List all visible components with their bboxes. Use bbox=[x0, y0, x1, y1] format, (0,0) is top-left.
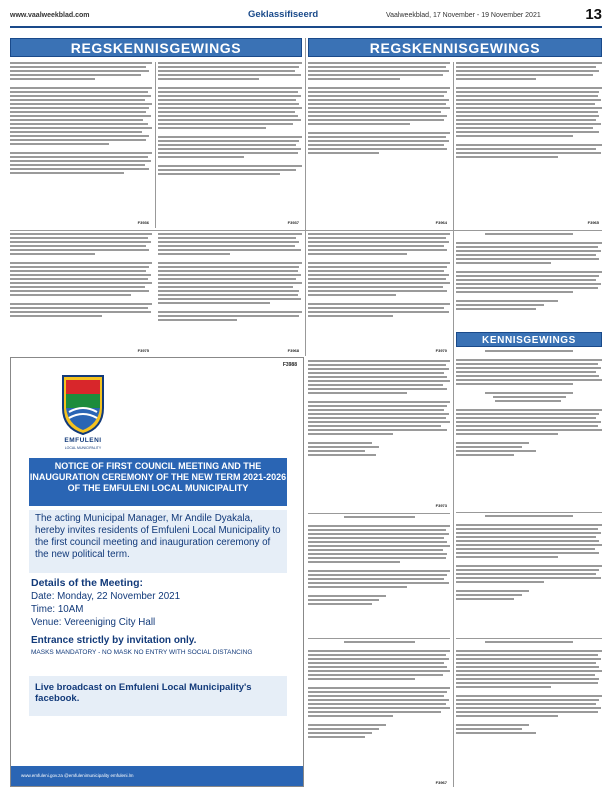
entrance-note: Entrance strictly by invitation only. bbox=[31, 635, 197, 646]
emfuleni-advert bbox=[10, 357, 304, 787]
notice-ref: F3937 bbox=[287, 220, 299, 225]
notice-ref: F3968 bbox=[287, 348, 299, 353]
notice-text bbox=[308, 233, 450, 317]
issue-date: Vaalweekblad, 17 November - 19 November 2021 bbox=[386, 12, 541, 19]
notice-block-8 bbox=[456, 233, 602, 333]
row-divider bbox=[10, 230, 602, 231]
notice-ref: F3964 bbox=[435, 220, 447, 225]
masks-note: MASKS MANDATORY - NO MASK NO ENTRY WITH SOCIAL DISTANCING bbox=[31, 649, 253, 656]
advert-footer[interactable]: www.emfuleni.gov.za @emfulenimunicipality emfuleni.lm bbox=[11, 766, 303, 786]
logo-subtitle: LOCAL MUNICIPALITY bbox=[64, 446, 102, 450]
notice-block-5 bbox=[10, 233, 152, 355]
notice-block-1 bbox=[10, 62, 152, 227]
notice-text bbox=[10, 62, 152, 174]
column-divider bbox=[453, 62, 454, 787]
column-divider bbox=[155, 62, 156, 228]
notice-text bbox=[10, 233, 152, 317]
site-url[interactable]: www.vaalweekblad.com bbox=[10, 12, 90, 19]
notice-block-9 bbox=[308, 360, 450, 510]
meeting-time: Time: 10AM bbox=[31, 604, 84, 615]
notice-text bbox=[456, 350, 602, 456]
notice-text bbox=[456, 233, 602, 310]
notice-block-7 bbox=[308, 233, 450, 355]
notice-block-14 bbox=[456, 641, 602, 787]
notice-block-6 bbox=[158, 233, 302, 355]
notice-text bbox=[308, 62, 450, 154]
notice-ref: F3967 bbox=[435, 780, 447, 785]
meeting-date: Date: Monday, 22 November 2021 bbox=[31, 591, 181, 602]
notice-ref: F3973 bbox=[435, 503, 447, 508]
advert-intro: The acting Municipal Manager, Mr Andile Dyakala, hereby invites residents of Emfuleni Local Municipality to the first council meeting and inauguration ceremony of the new political term. bbox=[29, 510, 287, 573]
notice-block-13 bbox=[456, 515, 602, 635]
row-divider bbox=[308, 513, 450, 514]
banner-right: REGSKENNISGEWINGS bbox=[308, 38, 602, 57]
notice-text bbox=[308, 641, 450, 738]
notice-ref: F3965 bbox=[587, 220, 599, 225]
notice-text bbox=[456, 62, 602, 158]
notice-text bbox=[158, 233, 302, 321]
column-divider bbox=[305, 38, 306, 356]
advert-heading: NOTICE OF FIRST COUNCIL MEETING AND THE INAUGURATION CEREMONY OF THE NEW TERM 2021-2026 OF THE EMFULENI LOCAL MUNICIPALITY bbox=[29, 458, 287, 506]
advert-ref: F3988 bbox=[282, 362, 297, 368]
notice-text bbox=[308, 516, 450, 605]
notice-block-4 bbox=[456, 62, 602, 227]
notice-ref: F3970 bbox=[435, 348, 447, 353]
page-header bbox=[10, 6, 602, 28]
banner-small: KENNISGEWINGS bbox=[456, 332, 602, 347]
section-title: Geklassifiseerd bbox=[248, 9, 319, 20]
notice-text bbox=[456, 515, 602, 600]
meeting-venue: Venue: Vereeniging City Hall bbox=[31, 617, 156, 628]
notice-block-11 bbox=[308, 641, 450, 787]
row-divider bbox=[308, 638, 450, 639]
emfuleni-logo-icon bbox=[53, 368, 113, 438]
banner-left: REGSKENNISGEWINGS bbox=[10, 38, 302, 57]
live-broadcast-note: Live broadcast on Emfuleni Local Municipality's facebook. bbox=[29, 676, 287, 716]
notice-block-2 bbox=[158, 62, 302, 227]
notice-block-12 bbox=[456, 350, 602, 510]
notice-text bbox=[308, 360, 450, 456]
notice-block-10 bbox=[308, 516, 450, 636]
notice-ref: F3936 bbox=[137, 220, 149, 225]
details-title: Details of the Meeting: bbox=[31, 577, 144, 589]
notice-text bbox=[158, 62, 302, 175]
row-divider bbox=[456, 638, 602, 639]
notice-ref: F3975 bbox=[137, 348, 149, 353]
notice-text bbox=[456, 641, 602, 734]
logo-name: EMFULENI bbox=[64, 437, 102, 444]
page-number: 13 bbox=[585, 6, 602, 23]
meeting-details bbox=[31, 590, 180, 629]
row-divider bbox=[456, 512, 602, 513]
notice-block-3 bbox=[308, 62, 450, 227]
